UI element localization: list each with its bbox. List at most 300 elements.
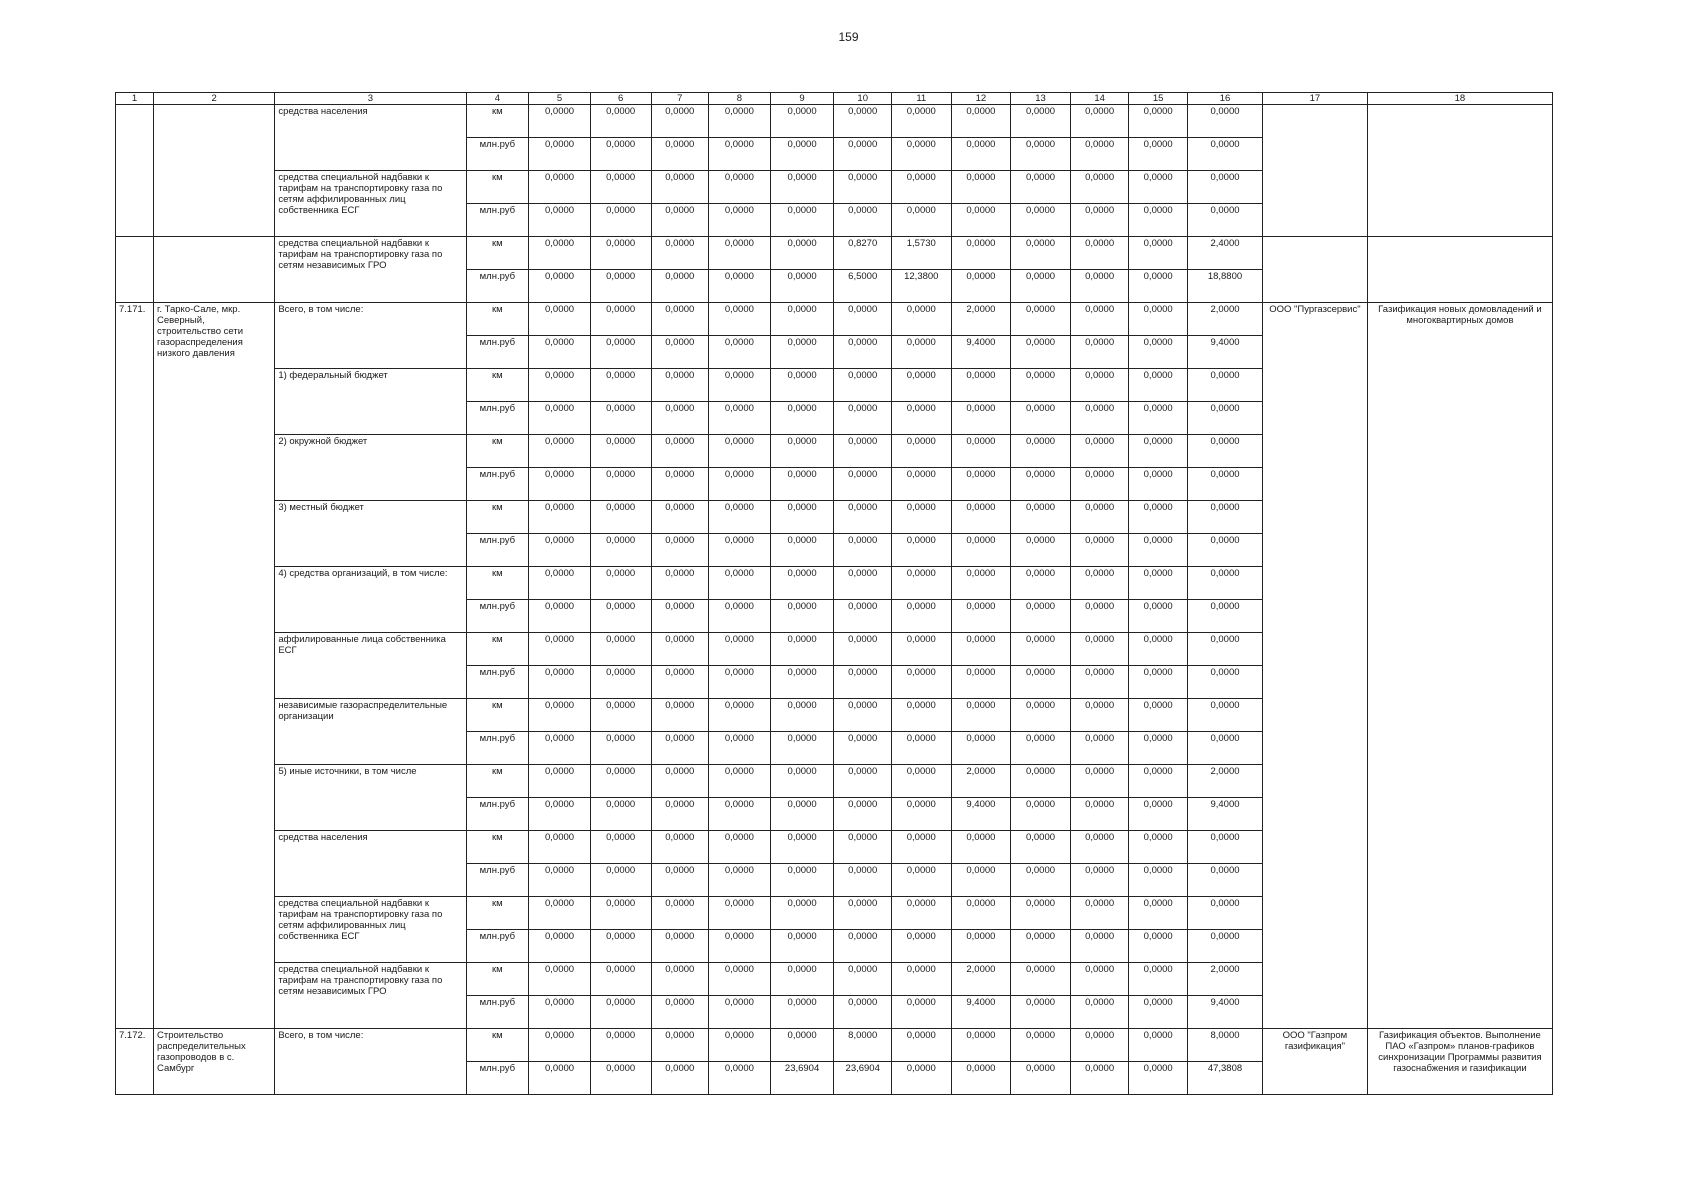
page-number: 159	[838, 30, 859, 44]
unit-cell: км	[466, 171, 529, 204]
value-cell: 0,0000	[1011, 468, 1071, 501]
value-cell: 0,0000	[1187, 369, 1262, 402]
organization-name	[1263, 105, 1368, 237]
value-cell: 0,0000	[834, 765, 892, 798]
value-cell: 2,0000	[951, 963, 1011, 996]
value-cell: 0,0000	[1129, 171, 1188, 204]
value-cell: 0,0000	[651, 237, 709, 270]
value-cell: 0,0000	[1011, 336, 1071, 369]
organization-name: ООО "Пургазсервис"	[1263, 303, 1368, 1029]
value-cell: 0,0000	[1070, 930, 1129, 963]
value-cell: 0,0000	[770, 765, 834, 798]
value-cell: 0,0000	[770, 204, 834, 237]
value-cell: 0,0000	[590, 1029, 651, 1062]
value-cell: 0,0000	[1011, 930, 1071, 963]
value-cell: 0,0000	[590, 204, 651, 237]
value-cell: 0,0000	[651, 336, 709, 369]
funding-source: 4) средства организаций, в том числе:	[275, 567, 466, 633]
value-cell: 0,0000	[951, 699, 1011, 732]
value-cell: 0,0000	[834, 336, 892, 369]
value-cell: 0,0000	[529, 930, 591, 963]
value-cell: 0,0000	[651, 798, 709, 831]
value-cell: 0,0000	[1129, 963, 1188, 996]
value-cell: 0,0000	[529, 138, 591, 171]
value-cell: 0,0000	[834, 171, 892, 204]
unit-cell: млн.руб	[466, 402, 529, 435]
unit-cell: млн.руб	[466, 798, 529, 831]
value-cell: 0,0000	[1129, 831, 1188, 864]
funding-source: 2) окружной бюджет	[275, 435, 466, 501]
value-cell: 0,0000	[1011, 534, 1071, 567]
value-cell: 0,0000	[1011, 171, 1071, 204]
value-cell: 0,0000	[1187, 930, 1262, 963]
column-number: 2	[154, 93, 275, 105]
value-cell: 0,0000	[651, 633, 709, 666]
value-cell: 0,0000	[1129, 402, 1188, 435]
value-cell: 0,0000	[590, 435, 651, 468]
value-cell: 0,0000	[590, 270, 651, 303]
value-cell: 0,0000	[1129, 600, 1188, 633]
value-cell: 0,0000	[1129, 864, 1188, 897]
column-number: 11	[891, 93, 951, 105]
value-cell: 0,0000	[891, 897, 951, 930]
value-cell: 0,0000	[709, 798, 771, 831]
value-cell: 0,0000	[529, 270, 591, 303]
unit-cell: км	[466, 963, 529, 996]
column-number: 18	[1367, 93, 1552, 105]
value-cell: 0,0000	[1129, 237, 1188, 270]
value-cell: 0,0000	[834, 435, 892, 468]
value-cell: 0,8270	[834, 237, 892, 270]
value-cell: 0,0000	[770, 435, 834, 468]
column-number: 1	[116, 93, 154, 105]
value-cell: 0,0000	[529, 501, 591, 534]
value-cell: 0,0000	[651, 963, 709, 996]
value-cell: 0,0000	[709, 831, 771, 864]
value-cell: 0,0000	[590, 237, 651, 270]
unit-cell: млн.руб	[466, 732, 529, 765]
value-cell: 0,0000	[1011, 204, 1071, 237]
table-row	[116, 303, 1553, 336]
unit-cell: км	[466, 237, 529, 270]
value-cell: 0,0000	[891, 798, 951, 831]
value-cell: 0,0000	[651, 1029, 709, 1062]
value-cell: 0,0000	[590, 732, 651, 765]
value-cell: 0,0000	[770, 468, 834, 501]
value-cell: 0,0000	[1070, 831, 1129, 864]
value-cell: 0,0000	[951, 831, 1011, 864]
value-cell: 0,0000	[770, 567, 834, 600]
value-cell: 0,0000	[529, 1029, 591, 1062]
value-cell: 0,0000	[951, 237, 1011, 270]
value-cell: 2,0000	[1187, 963, 1262, 996]
value-cell: 0,0000	[590, 171, 651, 204]
value-cell: 0,0000	[1187, 204, 1262, 237]
column-number: 13	[1011, 93, 1071, 105]
value-cell: 0,0000	[1070, 369, 1129, 402]
value-cell: 8,0000	[1187, 1029, 1262, 1062]
column-number: 14	[1070, 93, 1129, 105]
value-cell: 0,0000	[1129, 534, 1188, 567]
value-cell: 0,0000	[1129, 468, 1188, 501]
project-purpose: Газификация объектов. Выполнение ПАО «Газпром» планов-графиков синхронизации Программы развития газоснабжения и газификации	[1367, 1029, 1552, 1095]
value-cell: 0,0000	[1129, 138, 1188, 171]
value-cell: 0,0000	[529, 600, 591, 633]
value-cell: 0,0000	[891, 864, 951, 897]
unit-cell: км	[466, 567, 529, 600]
value-cell: 0,0000	[770, 336, 834, 369]
value-cell: 0,0000	[1187, 600, 1262, 633]
value-cell: 0,0000	[891, 303, 951, 336]
organization-name: ООО "Газпром газификация"	[1263, 1029, 1368, 1095]
table-row	[116, 237, 1553, 270]
value-cell: 0,0000	[834, 138, 892, 171]
unit-cell: км	[466, 1029, 529, 1062]
value-cell: 0,0000	[770, 666, 834, 699]
value-cell: 0,0000	[529, 171, 591, 204]
value-cell: 0,0000	[891, 204, 951, 237]
value-cell: 0,0000	[1011, 435, 1071, 468]
value-cell: 0,0000	[590, 369, 651, 402]
value-cell: 0,0000	[651, 831, 709, 864]
funding-source: Всего, в том числе:	[275, 303, 466, 369]
unit-cell: км	[466, 105, 529, 138]
value-cell: 0,0000	[951, 897, 1011, 930]
value-cell: 0,0000	[590, 963, 651, 996]
item-number: 7.171.	[116, 303, 154, 1029]
value-cell: 0,0000	[834, 402, 892, 435]
unit-cell: млн.руб	[466, 666, 529, 699]
value-cell: 2,4000	[1187, 237, 1262, 270]
value-cell: 2,0000	[1187, 765, 1262, 798]
value-cell: 0,0000	[951, 501, 1011, 534]
value-cell: 8,0000	[834, 1029, 892, 1062]
value-cell: 0,0000	[891, 699, 951, 732]
value-cell: 0,0000	[529, 303, 591, 336]
value-cell: 0,0000	[891, 402, 951, 435]
unit-cell: млн.руб	[466, 534, 529, 567]
column-number: 10	[834, 93, 892, 105]
value-cell: 0,0000	[1187, 468, 1262, 501]
value-cell: 0,0000	[709, 732, 771, 765]
unit-cell: млн.руб	[466, 204, 529, 237]
value-cell: 0,0000	[1187, 567, 1262, 600]
funding-source: независимые газораспределительные организации	[275, 699, 466, 765]
value-cell: 0,0000	[529, 1062, 591, 1095]
value-cell: 0,0000	[651, 765, 709, 798]
value-cell: 0,0000	[1187, 501, 1262, 534]
value-cell: 0,0000	[1011, 567, 1071, 600]
value-cell: 0,0000	[1011, 732, 1071, 765]
value-cell: 0,0000	[529, 633, 591, 666]
value-cell: 0,0000	[1129, 435, 1188, 468]
value-cell: 0,0000	[891, 567, 951, 600]
value-cell: 0,0000	[1129, 270, 1188, 303]
unit-cell: млн.руб	[466, 270, 529, 303]
value-cell: 0,0000	[891, 732, 951, 765]
object-name	[154, 105, 275, 237]
value-cell: 0,0000	[590, 897, 651, 930]
value-cell: 0,0000	[1011, 897, 1071, 930]
value-cell: 0,0000	[590, 105, 651, 138]
value-cell: 0,0000	[891, 501, 951, 534]
value-cell: 0,0000	[1011, 369, 1071, 402]
value-cell: 0,0000	[651, 1062, 709, 1095]
value-cell: 0,0000	[1070, 303, 1129, 336]
value-cell: 0,0000	[651, 864, 709, 897]
value-cell: 0,0000	[1129, 732, 1188, 765]
object-name: г. Тарко-Сале, мкр. Северный, строительство сети газораспределения низкого давления	[154, 303, 275, 1029]
value-cell: 0,0000	[709, 567, 771, 600]
funding-source: 1) федеральный бюджет	[275, 369, 466, 435]
value-cell: 0,0000	[709, 1029, 771, 1062]
value-cell: 0,0000	[1129, 204, 1188, 237]
value-cell: 0,0000	[1011, 666, 1071, 699]
value-cell: 0,0000	[1070, 336, 1129, 369]
column-number-row	[116, 93, 1553, 105]
value-cell: 0,0000	[1129, 897, 1188, 930]
value-cell: 0,0000	[1129, 501, 1188, 534]
value-cell: 0,0000	[891, 534, 951, 567]
value-cell: 0,0000	[709, 996, 771, 1029]
value-cell: 0,0000	[590, 567, 651, 600]
value-cell: 0,0000	[1011, 996, 1071, 1029]
value-cell: 0,0000	[590, 996, 651, 1029]
value-cell: 0,0000	[709, 435, 771, 468]
value-cell: 0,0000	[891, 633, 951, 666]
value-cell: 0,0000	[1070, 105, 1129, 138]
value-cell: 0,0000	[1187, 831, 1262, 864]
funding-source: средства специальной надбавки к тарифам на транспортировку газа по сетям аффилированных лиц собственника ЕСГ	[275, 171, 466, 237]
value-cell: 0,0000	[651, 402, 709, 435]
value-cell: 0,0000	[590, 336, 651, 369]
value-cell: 0,0000	[770, 930, 834, 963]
value-cell: 0,0000	[1011, 237, 1071, 270]
value-cell: 0,0000	[651, 600, 709, 633]
unit-cell: км	[466, 699, 529, 732]
unit-cell: млн.руб	[466, 996, 529, 1029]
value-cell: 0,0000	[1011, 138, 1071, 171]
value-cell: 0,0000	[951, 534, 1011, 567]
value-cell: 0,0000	[834, 633, 892, 666]
value-cell: 0,0000	[1011, 501, 1071, 534]
value-cell: 0,0000	[770, 237, 834, 270]
project-purpose: Газификация новых домовладений и многоквартирных домов	[1367, 303, 1552, 1029]
value-cell: 0,0000	[651, 897, 709, 930]
value-cell: 0,0000	[1070, 204, 1129, 237]
value-cell: 0,0000	[709, 468, 771, 501]
value-cell: 0,0000	[709, 171, 771, 204]
value-cell: 0,0000	[834, 897, 892, 930]
value-cell: 0,0000	[770, 699, 834, 732]
value-cell: 0,0000	[1011, 831, 1071, 864]
value-cell: 0,0000	[951, 732, 1011, 765]
value-cell: 0,0000	[1129, 567, 1188, 600]
value-cell: 0,0000	[1011, 765, 1071, 798]
value-cell: 0,0000	[1187, 666, 1262, 699]
value-cell: 0,0000	[951, 468, 1011, 501]
value-cell: 0,0000	[951, 369, 1011, 402]
value-cell: 0,0000	[834, 666, 892, 699]
value-cell: 0,0000	[951, 204, 1011, 237]
value-cell: 0,0000	[1070, 468, 1129, 501]
unit-cell: млн.руб	[466, 930, 529, 963]
value-cell: 0,0000	[651, 270, 709, 303]
column-number: 3	[275, 93, 466, 105]
value-cell: 0,0000	[891, 1029, 951, 1062]
value-cell: 0,0000	[891, 171, 951, 204]
funding-source: средства специальной надбавки к тарифам на транспортировку газа по сетям независимых ГРО	[275, 237, 466, 303]
value-cell: 0,0000	[1129, 336, 1188, 369]
value-cell: 9,4000	[951, 798, 1011, 831]
value-cell: 0,0000	[1011, 1062, 1071, 1095]
value-cell: 0,0000	[1129, 1062, 1188, 1095]
value-cell: 0,0000	[891, 336, 951, 369]
value-cell: 0,0000	[834, 534, 892, 567]
value-cell: 0,0000	[709, 270, 771, 303]
value-cell: 0,0000	[770, 897, 834, 930]
value-cell: 0,0000	[1187, 897, 1262, 930]
unit-cell: км	[466, 303, 529, 336]
value-cell: 9,4000	[951, 336, 1011, 369]
value-cell: 0,0000	[891, 765, 951, 798]
value-cell: 0,0000	[651, 204, 709, 237]
value-cell: 0,0000	[1070, 996, 1129, 1029]
value-cell: 0,0000	[770, 501, 834, 534]
value-cell: 0,0000	[1187, 105, 1262, 138]
funding-source: средства населения	[275, 831, 466, 897]
value-cell: 0,0000	[590, 633, 651, 666]
value-cell: 0,0000	[1129, 633, 1188, 666]
value-cell: 0,0000	[891, 105, 951, 138]
value-cell: 0,0000	[1011, 699, 1071, 732]
value-cell: 0,0000	[1070, 666, 1129, 699]
value-cell: 0,0000	[529, 336, 591, 369]
value-cell: 0,0000	[651, 732, 709, 765]
value-cell: 0,0000	[1070, 1029, 1129, 1062]
value-cell: 0,0000	[651, 666, 709, 699]
value-cell: 0,0000	[770, 732, 834, 765]
value-cell: 0,0000	[529, 534, 591, 567]
column-number: 12	[951, 93, 1011, 105]
value-cell: 0,0000	[590, 798, 651, 831]
funding-source: 3) местный бюджет	[275, 501, 466, 567]
value-cell: 0,0000	[709, 138, 771, 171]
value-cell: 0,0000	[770, 633, 834, 666]
value-cell: 0,0000	[951, 138, 1011, 171]
value-cell: 0,0000	[1011, 1029, 1071, 1062]
unit-cell: млн.руб	[466, 864, 529, 897]
value-cell: 0,0000	[651, 996, 709, 1029]
value-cell: 0,0000	[834, 864, 892, 897]
value-cell: 0,0000	[1011, 864, 1071, 897]
value-cell: 0,0000	[770, 270, 834, 303]
value-cell: 0,0000	[1129, 930, 1188, 963]
value-cell: 0,0000	[770, 798, 834, 831]
unit-cell: км	[466, 831, 529, 864]
value-cell: 0,0000	[951, 1029, 1011, 1062]
value-cell: 0,0000	[709, 336, 771, 369]
value-cell: 0,0000	[529, 435, 591, 468]
project-purpose	[1367, 105, 1552, 237]
value-cell: 0,0000	[1011, 600, 1071, 633]
value-cell: 0,0000	[590, 402, 651, 435]
unit-cell: км	[466, 765, 529, 798]
value-cell: 0,0000	[709, 897, 771, 930]
column-number: 15	[1129, 93, 1188, 105]
value-cell: 9,4000	[951, 996, 1011, 1029]
organization-name	[1263, 237, 1368, 303]
value-cell: 0,0000	[1011, 402, 1071, 435]
value-cell: 0,0000	[891, 831, 951, 864]
value-cell: 0,0000	[529, 864, 591, 897]
value-cell: 0,0000	[709, 699, 771, 732]
value-cell: 0,0000	[709, 765, 771, 798]
value-cell: 0,0000	[529, 699, 591, 732]
value-cell: 0,0000	[590, 534, 651, 567]
investment-table	[115, 92, 1553, 1095]
value-cell: 0,0000	[1011, 303, 1071, 336]
value-cell: 0,0000	[651, 435, 709, 468]
value-cell: 0,0000	[951, 402, 1011, 435]
value-cell: 0,0000	[770, 963, 834, 996]
table-row	[116, 1029, 1553, 1062]
value-cell: 0,0000	[651, 171, 709, 204]
value-cell: 0,0000	[834, 930, 892, 963]
value-cell: 9,4000	[1187, 996, 1262, 1029]
value-cell: 0,0000	[770, 996, 834, 1029]
value-cell: 0,0000	[651, 369, 709, 402]
value-cell: 0,0000	[770, 138, 834, 171]
value-cell: 0,0000	[1187, 633, 1262, 666]
value-cell: 0,0000	[1070, 600, 1129, 633]
value-cell: 0,0000	[529, 732, 591, 765]
column-number: 5	[529, 93, 591, 105]
value-cell: 0,0000	[891, 369, 951, 402]
value-cell: 0,0000	[1187, 864, 1262, 897]
value-cell: 0,0000	[1070, 699, 1129, 732]
unit-cell: млн.руб	[466, 1062, 529, 1095]
value-cell: 0,0000	[834, 600, 892, 633]
item-number	[116, 237, 154, 303]
value-cell: 0,0000	[770, 600, 834, 633]
unit-cell: км	[466, 633, 529, 666]
value-cell: 0,0000	[891, 468, 951, 501]
value-cell: 0,0000	[770, 1029, 834, 1062]
value-cell: 0,0000	[951, 600, 1011, 633]
value-cell: 0,0000	[770, 369, 834, 402]
value-cell: 0,0000	[709, 204, 771, 237]
value-cell: 0,0000	[834, 501, 892, 534]
value-cell: 0,0000	[529, 468, 591, 501]
value-cell: 0,0000	[590, 138, 651, 171]
value-cell: 0,0000	[709, 105, 771, 138]
project-purpose	[1367, 237, 1552, 303]
funding-source: средства специальной надбавки к тарифам на транспортировку газа по сетям независимых ГРО	[275, 963, 466, 1029]
value-cell: 0,0000	[1070, 270, 1129, 303]
value-cell: 0,0000	[1187, 699, 1262, 732]
value-cell: 0,0000	[709, 633, 771, 666]
value-cell: 0,0000	[709, 402, 771, 435]
unit-cell: млн.руб	[466, 138, 529, 171]
funding-source: Всего, в том числе:	[275, 1029, 466, 1095]
unit-cell: млн.руб	[466, 600, 529, 633]
value-cell: 0,0000	[1070, 864, 1129, 897]
value-cell: 0,0000	[529, 204, 591, 237]
unit-cell: км	[466, 369, 529, 402]
item-number: 7.172.	[116, 1029, 154, 1095]
value-cell: 0,0000	[834, 798, 892, 831]
